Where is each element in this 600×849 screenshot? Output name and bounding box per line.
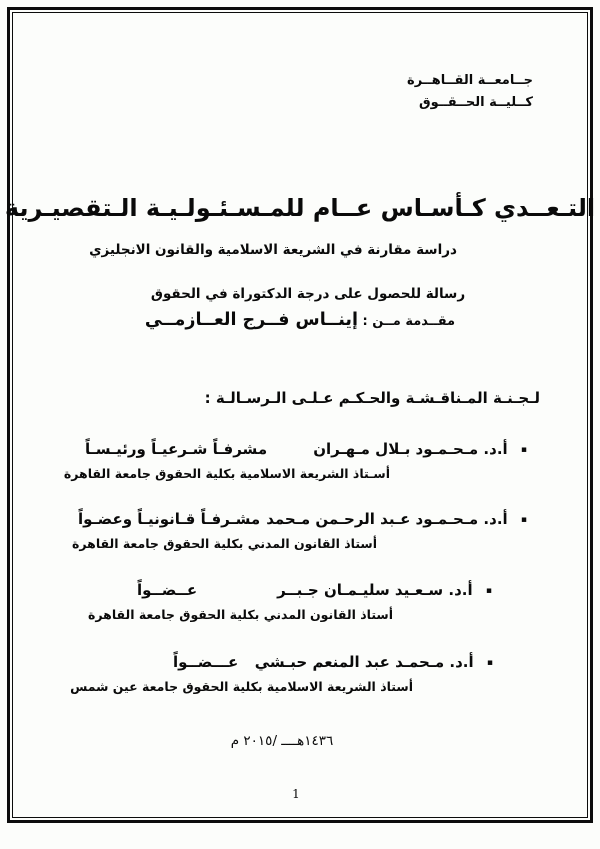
member-role: مشـرفـاً قـانونيـاً وعضـواً [78, 510, 261, 528]
thesis-subtitle: دراسة مقارنة في الشريعة الاسلامية والقانون الانجليزي [89, 242, 457, 258]
member-name-group [277, 581, 492, 599]
member-role: مشرفـاً شـرعيـاً ورئيـسـاً [85, 440, 268, 458]
bullet-icon: ▪ [486, 658, 493, 668]
bullet-icon: ▪ [520, 445, 527, 455]
member-name: أ.د. مـحـمـود بـلال مـهـران [313, 440, 508, 458]
member-affiliation-3: أستاذ القانون المدني بكلية الحقوق جامعة القاهرة [88, 607, 393, 622]
member-name: أ.د. سـعـيد سليـمـان جـبــر [277, 581, 473, 599]
committee-member-row-3 [137, 581, 492, 599]
member-name-group [266, 510, 527, 528]
member-name-group [255, 653, 493, 671]
member-name-group [313, 440, 527, 458]
submitted-by-line [0, 310, 600, 330]
faculty-name: كــليــة الحــقــوق [419, 95, 533, 110]
degree-statement: رسالة للحصول على درجة الدكتوراة في الحقوق [150, 286, 466, 302]
institution-header [407, 70, 533, 114]
committee-member-row-4 [173, 653, 493, 671]
member-affiliation-1: أسـتاذ الشريعة الاسلامية بكلية الحقوق جامعة القاهرة [63, 466, 390, 481]
member-affiliation-4: أستاذ الشريعة الاسلامية بكلية الحقوق جامعة عين شمس [70, 679, 413, 694]
author-name: إينــاس فــرج العــازمــي [144, 310, 358, 330]
page-border-inner [12, 12, 588, 818]
member-role: عـــضــواً [173, 653, 239, 671]
bullet-icon: ▪ [485, 586, 492, 596]
member-affiliation-2: أستاذ القانون المدني بكلية الحقوق جامعة القاهرة [72, 536, 377, 551]
committee-member-row-1 [85, 440, 527, 458]
committee-member-row-2 [78, 510, 527, 528]
committee-heading: لـجـنـة المـناقـشـة والحـكـم عـلـى الـرسـالـة : [204, 389, 540, 407]
submitted-by-label: مقــدمة مــن : [357, 314, 456, 329]
member-role: عــضــواً [137, 581, 198, 599]
page-border-outer [7, 7, 593, 823]
page-number: 1 [292, 787, 300, 801]
bullet-icon: ▪ [520, 515, 527, 525]
university-name: جــامعــة القــاهــرة [407, 73, 533, 88]
hijri-gregorian-date: ١٤٣٦هــــ /٢٠١٥ م [230, 733, 334, 749]
thesis-title: التـعــدي كـأسـاس عــام للمـسـئـولـيـة الـتقصيـرية [4, 194, 596, 222]
member-name: أ.د. مـحمـد عبد المنعم حبـشي [254, 653, 474, 671]
member-name: أ.د. مـحـمـود عـبد الرحـمن مـحمد [266, 510, 508, 528]
